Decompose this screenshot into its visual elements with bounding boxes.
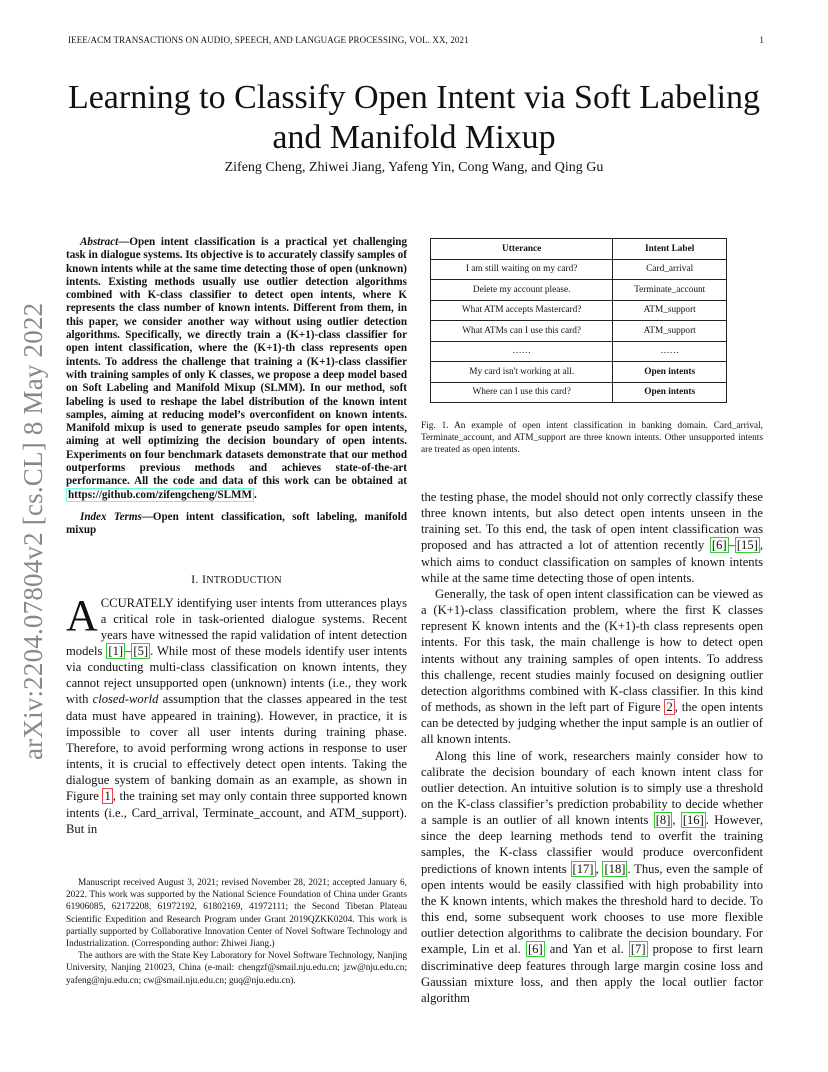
abstract-lead: Abstract xyxy=(80,236,119,248)
citation-link[interactable]: [7] xyxy=(630,942,646,957)
index-terms-lead: Index Terms xyxy=(80,510,142,523)
column-header-utterance: Utterance xyxy=(431,239,613,260)
utterance-cell: I am still waiting on my card? xyxy=(431,259,613,280)
text-run: CCURATELY identifying user intents from utterances plays a critical role in task-oriented dialogue systems. Recent years have witnessed the rapid validation of intent detection models xyxy=(66,595,407,658)
column-header-intent-label: Intent Label xyxy=(613,239,727,260)
citation-link[interactable]: [6] xyxy=(711,538,727,553)
utterance-cell: Delete my account please. xyxy=(431,280,613,301)
citation-link[interactable]: [6] xyxy=(527,942,543,957)
table-row xyxy=(431,280,727,301)
abstract xyxy=(66,236,407,502)
table-row xyxy=(431,382,727,403)
citation-link[interactable]: [8] xyxy=(655,813,671,828)
table-row xyxy=(431,341,727,362)
figure-caption: Fig. 1. An example of open intent classification in banking domain. Card_arrival, Terminate_account, and ATM_support are three known intents. Other unsupported intents are treated as open intents. xyxy=(421,421,763,456)
abstract-text: —Open intent classification is a practical yet challenging task in dialogue systems. Its objective is to accurately classify samples of known intents while at the same time detecting those of open (unknown) intents. Existing methods usually use outlier detection algorithms combined with K-class classifier to detect open intents, where K represents the class number of known intents. Different from them, in this paper, we consider another way without using outlier detection algorithms. Specifically, we directly train a (K+1)-class classifier for open intent classification, where the (K+1)-th class represents open intents. To address the challenge that training a (K+1)-class classifier with training samples of only K classes, we propose a deep model based on Soft Labeling and Manifold Mixup (SLMM). In our method, soft labeling is used to reshape the label distribution of the known intent samples, aiming at reducing model’s overconfident on known intents. Manifold mixup is used to generate pseudo samples for open intents, aiming at well optimizing the decision boundary of open intents. Experiments on four benchmark datasets demonstrate that our method outperforms previous methods and achieves state-of-the-art performance. All the code and data of this work can be obtained at xyxy=(66,236,407,488)
abstract-end: . xyxy=(253,488,257,501)
text-run: , xyxy=(672,813,681,828)
utterance-cell: What ATMs can I use this card? xyxy=(431,321,613,342)
text-run: . However, since the deep learning methods tend to overfit the training samples, the K-class classifier would produce overconfident predictions of known intents xyxy=(421,813,764,876)
text-run: assumption that the classes appeared in the test data must have appeared in training). However, in practice, it is impossible to cover all user intents during training phase. Therefore, to avoid performing wrong actions in response to user intents, it is crucial to effectively detect open intents. Taking the dialogue system of banking domain as an example, as shown in Figure xyxy=(66,692,407,804)
citation-link[interactable]: [18] xyxy=(604,861,626,876)
intro-paragraph-3 xyxy=(421,748,763,1007)
index-terms xyxy=(66,511,407,538)
running-header xyxy=(68,35,764,45)
intent-label-cell: …… xyxy=(613,341,727,362)
intro-paragraph-continued xyxy=(421,489,763,586)
section-heading-introduction xyxy=(66,572,407,587)
intent-label-cell: Open intents xyxy=(613,382,727,403)
text-run: – xyxy=(125,644,132,658)
closed-world-term: closed-world xyxy=(92,692,159,707)
right-column xyxy=(421,489,763,1006)
utterance-cell: …… xyxy=(431,341,613,362)
text-run: and Yan et al. xyxy=(544,942,629,957)
section-number: I. xyxy=(191,571,199,586)
author-list: Zifeng Cheng, Zhiwei Jiang, Yafeng Yin, Cong Wang, and Qing Gu xyxy=(224,160,604,175)
arxiv-identifier: arXiv:2204.07804v2 [cs.CL] 8 May 2022 xyxy=(18,302,48,760)
utterance-cell: What ATM accepts Mastercard? xyxy=(431,300,613,321)
text-run: propose to first learn discriminative deep features through large margin cosine loss and Gaussian mixture loss, and then apply the local outlier factor algorithm xyxy=(421,942,763,1005)
text-run: – xyxy=(728,538,735,553)
footnote-affiliation: The authors are with the State Key Laboratory for Novel Software Technology, Nanjing University, Nanjing 210023, China (e-mail: chengzf@smail.nju.edu.cn; jzw@nju.edu.cn; yafeng@nju.edu.cn; cw@smail.nju.edu.cn; guq@nju.edu.cn). xyxy=(66,951,407,986)
citation-link[interactable]: [17] xyxy=(572,861,594,876)
figure-2-link[interactable]: 2 xyxy=(666,700,673,715)
section-title-rest: NTRODUCTION xyxy=(206,574,282,586)
intent-label-cell: Card_arrival xyxy=(613,259,727,280)
intent-label-cell: Terminate_account xyxy=(613,280,727,301)
page-number: 1 xyxy=(759,35,764,45)
paper-title xyxy=(40,78,788,158)
table-row xyxy=(431,321,727,342)
intro-paragraph-1 xyxy=(66,590,408,837)
citation-link[interactable]: [5] xyxy=(133,644,149,658)
left-column xyxy=(66,236,407,837)
index-terms-text: —Open intent classification, soft labeling, manifold mixup xyxy=(66,510,407,537)
intro-paragraph-2 xyxy=(421,586,763,748)
text-run: the testing phase, the model should not only correctly classify these three known intents, but also detect open intents unseen in the training set. To this end, the task of open intent classification was proposed and has attracted a lot of attention recently xyxy=(421,490,763,553)
intent-label-cell: ATM_support xyxy=(613,321,727,342)
footnote xyxy=(66,877,407,987)
citation-link[interactable]: [15] xyxy=(736,538,758,553)
table-row xyxy=(431,259,727,280)
text-run: , xyxy=(595,861,603,876)
table-header-row xyxy=(431,239,727,260)
title-line-1: Learning to Classify Open Intent via Soft Labeling xyxy=(67,79,761,116)
footnote-manuscript: Manuscript received August 3, 2021; revised November 28, 2021; accepted January 6, 2022. This work was supported by the National Science Foundation of China under Grants 61906085, 62172208, 61972192, 61802169, 41972111; the Second Tibetan Plateau Scientific Expedition and Research Program under Grant 2019QZKK0204. This work is partially supported by Collaborative Innovation Center of Novel Software Technology and Industrialization. (Corresponding author: Zhiwei Jiang.) xyxy=(66,878,407,950)
drop-cap: A xyxy=(66,590,98,640)
title-line-2: and Manifold Mixup xyxy=(272,119,556,156)
section-first-letter: I xyxy=(202,571,207,586)
text-run: Along this line of work, researchers mainly consider how to calibrate the decision boundary of each known intent class for outlier detection. An intuitive solution is to simply use a threshold on the K-class classifier’s prediction probability to decide whether a sample is an outlier of all known intents xyxy=(421,748,763,828)
text-run: . While most of these models identify user intents via conducting multi-class classification on known intents, they cannot reject unsupported open (unknown) intents (i.e., they work with xyxy=(66,644,408,707)
intent-label-cell: ATM_support xyxy=(613,300,727,321)
text-run: , the open intents can be detected by judging whether the input sample is an outlier of all known intents. xyxy=(421,700,763,747)
text-run: , which aims to conduct classification on samples of known intents while at the same time detecting those of open intents. xyxy=(421,538,763,585)
intent-example-table xyxy=(430,238,727,403)
figure-1-link[interactable]: 1 xyxy=(104,789,111,804)
utterance-cell: My card isn't working at all. xyxy=(431,362,613,383)
citation-link[interactable]: [16] xyxy=(682,813,704,828)
utterance-cell: Where can I use this card? xyxy=(431,382,613,403)
table-row xyxy=(431,362,727,383)
text-run: Generally, the task of open intent classification can be viewed as a (K+1)-class classification problem, where the first K classes represent K known intents and the (K+1)-th class represents open intents. For this task, the main challenge is how to detect open intents without any training samples of open intents. To address this challenge, recent studies mainly focused on designing outlier detection algorithms combined with K-class classifier. In this kind of methods, as shown in the left part of Figure xyxy=(421,586,763,715)
text-run: , the training set may only contain three supported known intents (i.e., Card_arrival, Terminate_account, and ATM_support). But in xyxy=(66,789,407,836)
intent-label-cell: Open intents xyxy=(613,362,727,383)
code-link[interactable]: https://github.com/zifengcheng/SLMM xyxy=(68,488,252,501)
running-title: IEEE/ACM TRANSACTIONS ON AUDIO, SPEECH, AND LANGUAGE PROCESSING, VOL. XX, 2021 xyxy=(68,35,469,45)
citation-link[interactable]: [1] xyxy=(108,644,124,658)
table-row xyxy=(431,300,727,321)
text-run: . Thus, even the sample of open intents would be easily classified with high probability into the K known intents, which makes the threshold hard to decide. To this end, some subsequent work chooses to use more flexible outlier detection algorithms to calibrate the decision boundary. For example, Lin et al. xyxy=(421,861,764,957)
